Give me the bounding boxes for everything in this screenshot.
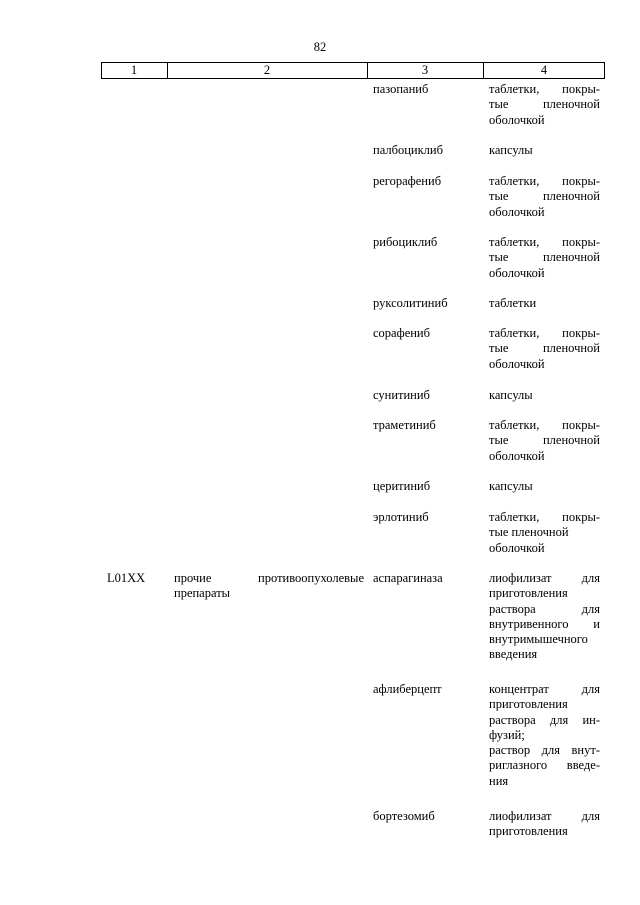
dosage-form: таблетки, покры- тые пленочной оболочкой: [489, 174, 600, 219]
drug-name: бортезомиб: [373, 809, 435, 823]
drug-name: сорафениб: [373, 326, 430, 340]
dosage-form: таблетки, покры- тые пленочной оболочкой: [489, 235, 600, 280]
drug-name: палбоциклиб: [373, 143, 443, 157]
dosage-form: таблетки, покры- тые пленочной оболочкой: [489, 418, 600, 463]
dosage-form: таблетки, покры- тые пленочной оболочкой: [489, 82, 600, 127]
dosage-form: таблетки, покры- тые пленочной оболочкой: [489, 510, 600, 555]
drug-name: церитиниб: [373, 479, 431, 493]
header-col-4: 4: [540, 63, 548, 77]
header-col-1: 1: [130, 63, 138, 77]
header-col-2: 2: [263, 63, 271, 77]
drug-name: афлиберцепт: [373, 682, 442, 696]
dosage-form: таблетки: [489, 296, 537, 310]
pharmacological-group: прочие противоопухолевые препараты: [174, 571, 364, 601]
drug-name: аспарагиназа: [373, 571, 443, 585]
page-number: 82: [313, 40, 327, 54]
dosage-form: капсулы: [489, 143, 533, 157]
dosage-form: концентрат для приготовления раствора для ин- фузий; раствор для внут- риглазного введе- ния: [489, 682, 600, 788]
dosage-form: лиофилизат для приготовления раствора для внутривенного и внутримышечного введения: [489, 571, 600, 662]
drug-name: сунитиниб: [373, 388, 430, 402]
dosage-form: лиофилизат для приготовления: [489, 809, 600, 839]
header-col-3: 3: [421, 63, 429, 77]
column-divider: [604, 63, 605, 78]
drug-name: рибоциклиб: [373, 235, 438, 249]
drug-name: эрлотиниб: [373, 510, 429, 524]
dosage-form: капсулы: [489, 479, 533, 493]
drug-name: траметиниб: [373, 418, 436, 432]
drug-name: регорафениб: [373, 174, 442, 188]
dosage-form: капсулы: [489, 388, 533, 402]
table-header: [101, 62, 605, 79]
atc-code: L01XX: [107, 571, 146, 585]
drug-name: пазопаниб: [373, 82, 429, 96]
drug-name: руксолитиниб: [373, 296, 448, 310]
dosage-form: таблетки, покры- тые пленочной оболочкой: [489, 326, 600, 371]
